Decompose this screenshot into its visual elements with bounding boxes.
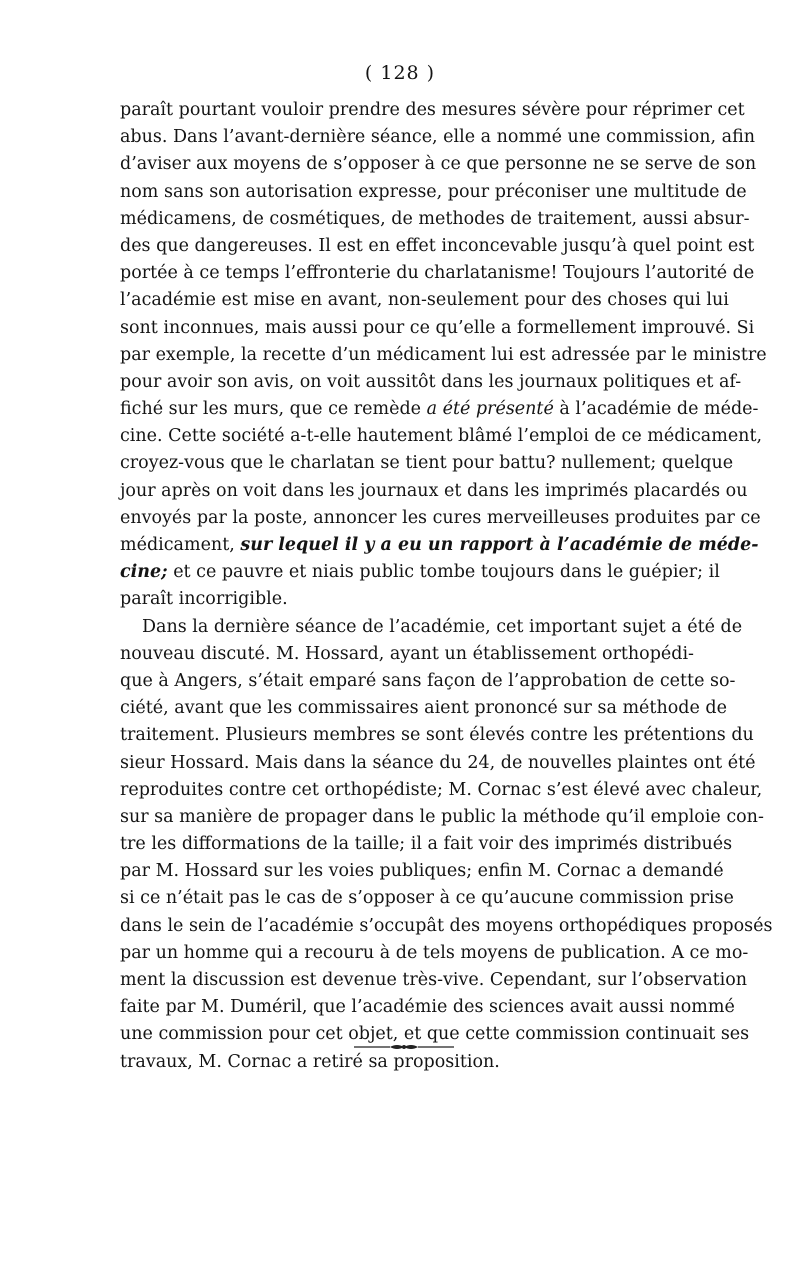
text-segment: portée à ce temps l’effronterie du charlatanisme! Toujours l’autorité de [120, 263, 755, 284]
text-line [120, 505, 761, 532]
text-segment: une commission pour cet objet, et que cette commission continuait ses [120, 1024, 750, 1045]
text-line [120, 315, 755, 342]
text-line [120, 586, 675, 613]
text-segment: sont inconnues, mais aussi pour ce qu’elle a formellement improuvé. Si [120, 317, 755, 338]
text-line [120, 858, 724, 885]
text-segment: traitement. Plusieurs membres se sont élevés contre les prétentions du [120, 725, 754, 746]
text-segment: par un homme qui a recouru à de tels moyens de publication. A ce mo- [120, 942, 749, 963]
text-line [120, 260, 755, 287]
text-line [120, 206, 750, 233]
text-segment: d’aviser aux moyens de s’opposer à ce que personne ne se serve de son [120, 154, 757, 175]
text-line [120, 967, 748, 994]
text-line [120, 940, 749, 967]
text-segment: paraît incorrigible. [120, 589, 288, 610]
text-line [120, 423, 763, 450]
text-segment: ciété, avant que les commissaires aient prononcé sur sa méthode de [120, 698, 727, 719]
text-line [120, 695, 727, 722]
text-segment: à l’académie de méde- [553, 399, 759, 420]
text-segment: par M. Hossard sur les voies publiques; enfin M. Cornac a demandé [120, 861, 724, 882]
text-line [120, 994, 735, 1021]
text-segment: envoyés par la poste, annoncer les cures merveilleuses produites par ce [120, 507, 761, 528]
text-line [120, 179, 747, 206]
text-segment: des que dangereuses. Il est en effet inconcevable jusqu’à quel point est [120, 235, 755, 256]
ornament-rule-icon [352, 1041, 456, 1053]
text-line [120, 342, 767, 369]
text-line [120, 913, 773, 940]
text-line [120, 559, 720, 586]
text-segment: abus. Dans l’avant-dernière séance, elle a nommé une commission, afin [120, 127, 756, 148]
text-segment: l’académie est mise en avant, non-seulement pour des choses qui lui [120, 290, 729, 311]
text-line [120, 722, 754, 749]
text-segment: médicament, [120, 535, 241, 555]
text-line [120, 777, 763, 804]
text-segment: Dans la dernière séance de l’académie, cet important sujet a été de [142, 616, 743, 637]
text-line [120, 151, 757, 178]
text-line [120, 750, 756, 777]
text-segment: cine. Cette société a-t-elle hautement blâmé l’emploi de ce médicament, [120, 426, 763, 447]
text-line [120, 885, 734, 912]
text-line [120, 614, 743, 641]
page-number: ( 128 ) [364, 62, 436, 84]
text-line [120, 804, 764, 831]
text-line [120, 831, 733, 858]
text-segment: reproduites contre cet orthopédiste; M. Cornac s’est élevé avec chaleur, [120, 779, 763, 800]
text-segment: ment la discussion est devenue très-vive. Cependant, sur l’observation [120, 970, 748, 990]
text-segment: fiché sur les murs, que ce remède [120, 399, 427, 420]
text-segment: par exemple, la recette d’un médicament lui est adressée par le ministre [120, 344, 767, 365]
text-line [120, 369, 742, 396]
text-line [120, 396, 759, 423]
text-line [120, 668, 736, 695]
text-segment: cine; [120, 562, 168, 583]
text-segment: pour avoir son avis, on voit aussitôt dans les journaux politiques et af- [120, 371, 742, 392]
text-segment: et ce pauvre et niais public tombe toujours dans le guépier; il [167, 562, 720, 583]
text-line [120, 124, 756, 151]
text-segment: médicamens, de cosmétiques, de methodes de traitement, aussi absur- [120, 208, 750, 229]
text-segment: travaux, M. Cornac a retiré sa proposition. [120, 1051, 500, 1072]
text-segment: sur lequel il y a eu un rapport à l’académie de méde- [240, 535, 759, 555]
text-segment: sieur Hossard. Mais dans la séance du 24, de nouvelles plaintes ont été [120, 752, 756, 773]
text-segment: jour après on voit dans les journaux et dans les imprimés placardés ou [120, 480, 748, 501]
body-text [120, 97, 773, 1076]
text-line [120, 532, 759, 559]
text-line [120, 478, 748, 505]
text-segment: faite par M. Duméril, que l’académie des sciences avait aussi nommé [120, 997, 735, 1018]
text-segment: nom sans son autorisation expresse, pour préconiser une multitude de [120, 181, 747, 202]
text-segment: paraît pourtant vouloir prendre des mesures sévère pour réprimer cet [120, 100, 745, 120]
text-segment: croyez-vous que le charlatan se tient pour battu? nullement; quelque [120, 453, 734, 474]
text-segment: que à Angers, s’était emparé sans façon de l’approbation de cette so- [120, 670, 736, 691]
text-line [120, 233, 755, 260]
text-segment: nouveau discuté. M. Hossard, ayant un établissement orthopédi- [120, 643, 694, 664]
text-segment: a été présenté [426, 399, 554, 420]
text-segment: tre les difformations de la taille; il a fait voir des imprimés distribués [120, 834, 733, 855]
text-segment: sur sa manière de propager dans le public la méthode qu’il emploie con- [120, 806, 764, 827]
text-segment: dans le sein de l’académie s’occupât des moyens orthopédiques proposés [120, 915, 773, 936]
text-line [120, 641, 694, 668]
text-segment: si ce n’était pas le cas de s’opposer à ce qu’aucune commission prise [120, 888, 734, 909]
text-line [120, 450, 734, 477]
text-line [120, 287, 729, 314]
text-line [120, 97, 745, 124]
